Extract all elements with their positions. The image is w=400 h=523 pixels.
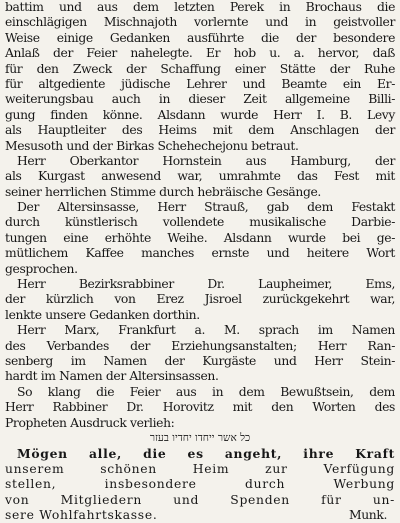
article-line-21: lenkte unsere Gedanken dorthin. — [5, 307, 200, 322]
article-line-27: Herr Rabbiner Dr. Horovitz mit den Worten des — [5, 400, 395, 415]
appeal-final-line — [5, 508, 395, 523]
article-line-7: weiterungsbau auch in dieser Zeit allgemeine Billi- — [5, 92, 395, 107]
article-line-28: Propheten Ausdruck verlieh: — [5, 415, 175, 430]
article-line-19: Herr Bezirksrabbiner Dr. Laupheimer, Ems, — [17, 277, 395, 292]
article-line-12: als Kurgast anwesend war, umrahmte das Fest mit — [5, 169, 395, 184]
article-line-14: Der Altersinsasse, Herr Strauß, gab dem Festakt — [17, 200, 395, 215]
article-line-25: hardt im Namen der Altersinsassen. — [5, 369, 219, 384]
author-signature: Munk. — [348, 507, 387, 522]
article-line-15: durch künstlerisch vollendete musikalische Darbie- — [5, 215, 395, 230]
article-line-2: einschlägigen Mischnajoth vorlernte und in geistvoller — [5, 15, 395, 30]
appeal-line-2: unserem schönen Heim zur Verfügung — [5, 461, 395, 476]
appeal-line-1: Mögen alle, die es angeht, ihre Kraft — [17, 446, 395, 462]
article-line-1: battim und aus dem letzten Perek in Brochaus die — [5, 0, 395, 14]
hebrew-quote: כל אשר ייחדו יחדיו בעזר — [149, 431, 251, 444]
article-line-24: senberg im Namen der Kurgäste und Herr Stein- — [5, 353, 395, 368]
article-line-11: Herr Oberkantor Hornstein aus Hamburg, der — [17, 153, 395, 168]
article-line-22: Herr Marx, Frankfurt a. M. sprach im Namen — [17, 323, 395, 338]
appeal-line-4: von Mitgliedern und Spenden für un- — [5, 492, 395, 507]
article-line-13: seiner herrlichen Stimme durch hebräische Gesänge. — [5, 184, 321, 199]
appeal-line-5: sere Wohlfahrtskasse. — [5, 507, 158, 522]
appeal-line-3: stellen, insbesondere durch Werbung — [5, 477, 395, 492]
article-line-8: gung finden könne. Alsdann wurde Herr I. B. Levy — [5, 107, 395, 122]
article-line-26: So klang die Feier aus in dem Bewußtsein, dem — [17, 384, 395, 399]
article-line-18: gesprochen. — [5, 261, 78, 276]
article-line-23: des Verbandes der Erziehungsanstalten; Herr Ran- — [5, 338, 395, 353]
article-line-9: als Hauptleiter des Heims mit dem Anschlagen der — [5, 123, 395, 138]
article-line-17: mütlichem Kaffee manches ernste und heitere Wort — [5, 246, 395, 261]
article-line-16: tungen eine erhöhte Weihe. Alsdann wurde bei ge- — [5, 230, 395, 245]
article-line-4: Anlaß der Feier nahelegte. Er hob u. a. hervor, daß — [5, 46, 395, 61]
article-line-10: Mesusoth und der Birkas Schehechejonu betraut. — [5, 138, 299, 153]
article-line-3: Weise einige Gedanken ausführte die der besondere — [5, 30, 395, 45]
article-line-20: der kürzlich von Erez Jisroel zurückgekehrt war, — [5, 292, 395, 307]
article-line-6: für altgediente jüdische Lehrer und Beamte ein Er- — [5, 76, 395, 91]
article-line-5: für den Zweck der Schaffung einer Stätte der Ruhe — [5, 61, 395, 76]
